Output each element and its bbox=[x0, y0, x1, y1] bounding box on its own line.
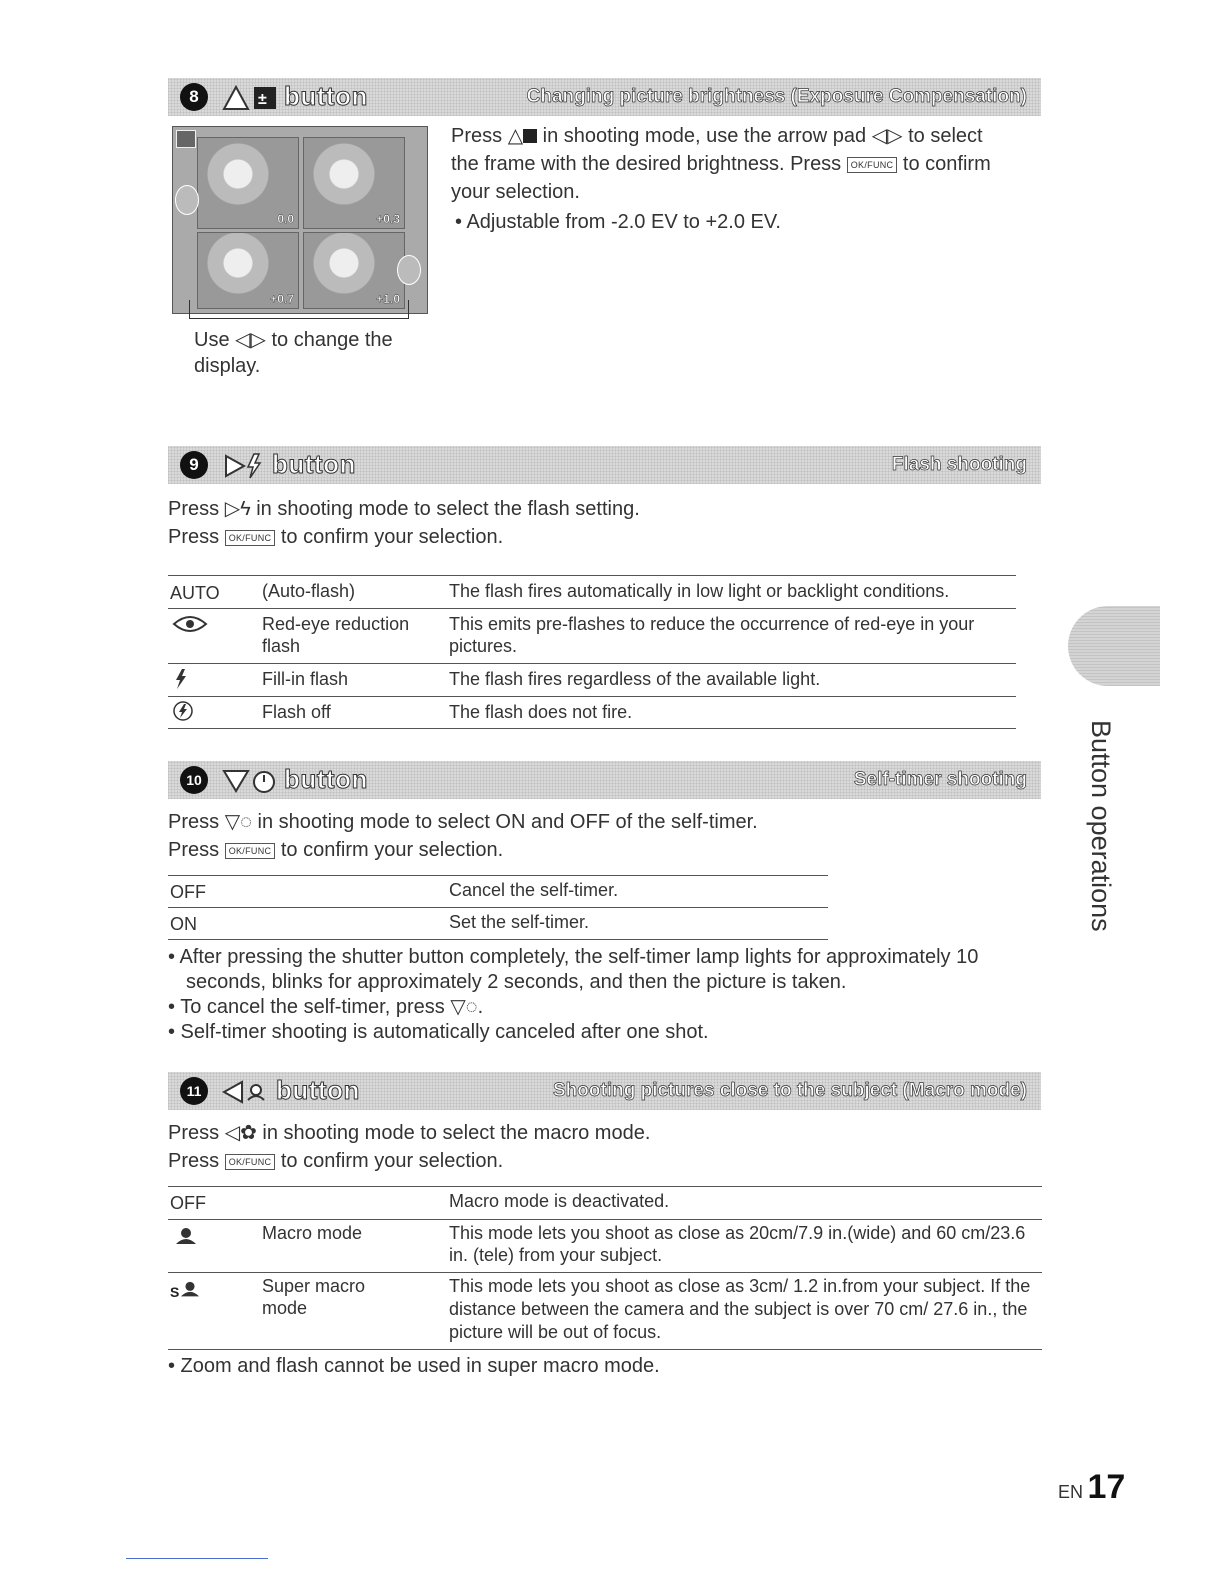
table-rule bbox=[168, 608, 1016, 609]
bullet-item bbox=[168, 993, 483, 1021]
section-8-header bbox=[168, 78, 1041, 116]
page-lang: EN bbox=[1058, 1482, 1084, 1502]
thumbnail-value: 0.0 bbox=[277, 212, 294, 226]
section-number: 10 bbox=[180, 766, 208, 794]
text: in shooting mode to select the macro mode. bbox=[262, 1122, 651, 1144]
instruction-line-2 bbox=[451, 150, 991, 178]
macro-desc: This mode lets you shoot as close as 3cm/ 1.2 in.from your subject. If the distance between the camera and the subject is over 70 cm/ 27.6 in., the picture will be out of focus. bbox=[449, 1276, 1031, 1342]
left-arrow-icon bbox=[175, 185, 199, 215]
text: to confirm your selection. bbox=[280, 839, 504, 861]
side-tab-label bbox=[1082, 720, 1122, 930]
macro-desc: Macro mode is deactivated. bbox=[449, 1191, 670, 1211]
flash-mode-desc: The flash fires automatically in low light or backlight conditions. bbox=[449, 581, 950, 601]
text: in shooting mode to select the flash setting. bbox=[256, 498, 640, 520]
exposure-triangle-icon bbox=[222, 84, 278, 112]
ok-func-button-icon: OK/FUNC bbox=[225, 1154, 276, 1170]
text: Press bbox=[168, 498, 220, 520]
text: Press bbox=[168, 811, 220, 833]
instruction-line-3: your selection. bbox=[451, 181, 580, 203]
text: Press bbox=[168, 1150, 220, 1172]
thumbnail bbox=[197, 137, 299, 229]
red-eye-icon bbox=[172, 614, 208, 634]
left-right-arrow-icon: ◁▷ bbox=[871, 125, 903, 147]
macro-mode: OFF bbox=[170, 1193, 206, 1213]
section-title bbox=[222, 81, 368, 112]
caption-line-2: display. bbox=[194, 355, 261, 377]
thumbnail bbox=[303, 232, 405, 309]
page-number-value: 17 bbox=[1087, 1468, 1126, 1506]
thumbnail bbox=[303, 137, 405, 229]
section-title-text: button bbox=[272, 449, 356, 479]
caption-text: to change the bbox=[271, 329, 393, 351]
section-title bbox=[222, 764, 368, 795]
section-subtitle: Flash shooting bbox=[891, 454, 1027, 475]
super-macro-letter: S bbox=[170, 1284, 180, 1300]
text: to select bbox=[908, 125, 983, 147]
thumbnail-value: +0.3 bbox=[376, 212, 400, 226]
section-number: 8 bbox=[180, 83, 208, 111]
bullet-item: • After pressing the shutter button completely, the self-timer lamp lights for approximately 10 bbox=[168, 946, 979, 968]
table-rule bbox=[168, 1272, 1042, 1273]
section-subtitle: Self-timer shooting bbox=[853, 769, 1027, 790]
ok-func-button-icon: OK/FUNC bbox=[225, 530, 276, 546]
thumbnail-value: +0.7 bbox=[270, 292, 294, 306]
macro-mode-name: Macro mode bbox=[262, 1223, 363, 1243]
footnote-rule bbox=[126, 1558, 268, 1559]
text: to confirm your selection. bbox=[280, 1150, 504, 1172]
flash-mode-name: Red-eye reduction flash bbox=[262, 614, 410, 656]
flash-mode-name: Flash off bbox=[262, 702, 331, 722]
section-title bbox=[222, 449, 356, 480]
macro-flower-icon bbox=[174, 1226, 198, 1248]
macro-left-icon bbox=[222, 1078, 270, 1106]
section-9-header bbox=[168, 446, 1041, 484]
flash-mode-desc: This emits pre-flashes to reduce the occurrence of red-eye in your pictures. bbox=[449, 614, 975, 656]
bullet-item-continued: seconds, blinks for approximately 2 seconds, and then the picture is taken. bbox=[186, 971, 847, 993]
text: Press bbox=[451, 125, 503, 147]
section-subtitle: Shooting pictures close to the subject (Macro mode) bbox=[553, 1080, 1027, 1101]
right-arrow-icon bbox=[397, 255, 421, 285]
macro-mode-name: Super macro mode bbox=[262, 1276, 366, 1318]
text: Press bbox=[168, 839, 220, 861]
instruction-line-2 bbox=[168, 523, 503, 551]
bullet-item: • Self-timer shooting is automatically canceled after one shot. bbox=[168, 1021, 709, 1043]
text: . bbox=[477, 996, 484, 1018]
flash-mode-name: Fill-in flash bbox=[262, 669, 349, 689]
self-timer-down-icon: ▽◌ bbox=[450, 996, 478, 1018]
instruction-line-1 bbox=[168, 808, 758, 836]
svg-text:±: ± bbox=[258, 91, 268, 109]
table-rule bbox=[168, 875, 828, 876]
table-rule bbox=[168, 939, 828, 940]
ok-func-button-icon: OK/FUNC bbox=[847, 157, 898, 173]
timer-mode: OFF bbox=[170, 882, 206, 902]
table-rule bbox=[168, 1186, 1042, 1187]
callout-bracket bbox=[189, 300, 409, 319]
fill-in-flash-icon bbox=[174, 668, 188, 690]
section-title-text: button bbox=[284, 764, 368, 794]
section-subtitle: Changing picture brightness (Exposure Compensation) bbox=[526, 86, 1027, 107]
table-rule bbox=[168, 1349, 1042, 1350]
section-number: 9 bbox=[180, 451, 208, 479]
text: to confirm bbox=[902, 153, 991, 175]
super-macro-icon bbox=[170, 1280, 201, 1302]
flash-mode-desc: The flash does not fire. bbox=[449, 702, 633, 722]
flash-off-icon bbox=[172, 700, 194, 722]
section-10-header bbox=[168, 761, 1041, 799]
bullet-item: • Adjustable from -2.0 EV to +2.0 EV. bbox=[455, 211, 781, 233]
table-rule bbox=[168, 696, 1016, 697]
exposure-preview-screen bbox=[172, 126, 428, 314]
instruction-line-2 bbox=[168, 1147, 503, 1175]
self-timer-down-icon bbox=[222, 767, 278, 795]
flash-right-icon: ▷ϟ bbox=[224, 498, 251, 520]
flash-right-icon bbox=[222, 452, 266, 480]
text: to confirm your selection. bbox=[280, 526, 504, 548]
flash-mode-name: (Auto-flash) bbox=[262, 581, 356, 601]
side-tab-text: Button operations bbox=[1086, 720, 1116, 932]
thumbnail bbox=[197, 232, 299, 309]
instruction-line-1 bbox=[451, 122, 983, 150]
exposure-mode-icon bbox=[176, 130, 196, 148]
timer-desc: Cancel the self-timer. bbox=[449, 880, 619, 900]
text: Press bbox=[168, 1122, 220, 1144]
section-number: 11 bbox=[180, 1077, 208, 1105]
text: in shooting mode to select ON and OFF of the self-timer. bbox=[257, 811, 758, 833]
side-tab-marker bbox=[1068, 606, 1160, 686]
instruction-line-2 bbox=[168, 836, 503, 864]
flash-mode-auto: AUTO bbox=[170, 583, 220, 603]
timer-desc: Set the self-timer. bbox=[449, 912, 590, 932]
thumbnail-value: +1.0 bbox=[376, 292, 400, 306]
exposure-button-icon: △ bbox=[508, 125, 537, 147]
self-timer-down-icon: ▽◌ bbox=[224, 811, 252, 833]
text: • To cancel the self-timer, press bbox=[168, 996, 445, 1018]
table-rule bbox=[168, 575, 1016, 576]
instruction-line-1 bbox=[168, 495, 640, 523]
flash-mode-desc: The flash fires regardless of the available light. bbox=[449, 669, 821, 689]
table-rule bbox=[168, 663, 1016, 664]
table-rule bbox=[168, 907, 828, 908]
section-title bbox=[222, 1075, 360, 1106]
caption-line-1 bbox=[194, 326, 393, 354]
timer-mode: ON bbox=[170, 914, 197, 934]
table-rule bbox=[168, 728, 1016, 729]
table-rule bbox=[168, 1219, 1042, 1220]
section-11-header bbox=[168, 1072, 1041, 1110]
text: in shooting mode, use the arrow pad bbox=[542, 125, 867, 147]
macro-desc: This mode lets you shoot as close as 20cm/7.9 in.(wide) and 60 cm/23.6 in. (tele) from your subject. bbox=[449, 1223, 1026, 1265]
text: Press bbox=[168, 526, 220, 548]
section-title-text: button bbox=[284, 81, 368, 111]
caption-text: Use bbox=[194, 329, 230, 351]
macro-left-icon: ◁✿ bbox=[224, 1122, 257, 1144]
ok-func-button-icon: OK/FUNC bbox=[225, 843, 276, 859]
page-number bbox=[1058, 1468, 1125, 1507]
section-title-text: button bbox=[276, 1075, 360, 1105]
instruction-line-1 bbox=[168, 1119, 650, 1147]
bullet-item: • Zoom and flash cannot be used in super macro mode. bbox=[168, 1355, 660, 1377]
text: the frame with the desired brightness. Press bbox=[451, 153, 842, 175]
left-right-arrow-icon: ◁▷ bbox=[235, 329, 266, 351]
